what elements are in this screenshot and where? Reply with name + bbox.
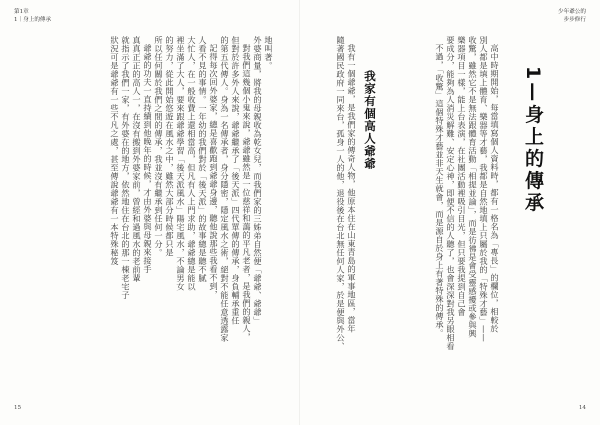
right-page-number: 14 (578, 405, 586, 411)
left-page-number: 15 (14, 405, 22, 411)
text-column: 別人都是填上體育、樂器等才藝，我都是自然地填上只屬於我的「特殊才藝」—— (479, 36, 489, 342)
text-column: 的努力，從此開始悠遊在風水之中，雖然大部分時候都只是 (165, 36, 175, 257)
chapter-title: 1—身上的傳承 (522, 66, 544, 215)
text-column: 要成分，能夠為人消災解難、安定心神，即便不信的人聽了，也會深深對我另眼相看 (446, 36, 456, 351)
intro-text (430, 36, 500, 388)
text-column: 就指示了我們一家，有外婆在的地方，依然地住在台北的那一棟老宅子 (121, 36, 131, 300)
left-running-header (14, 9, 51, 24)
text-column: 真真正正的高人一，在沒有搬到外婆家前，曾經和過風水的老前輩 (132, 36, 142, 283)
chapter-label: 第1章 (14, 9, 29, 15)
left-body-text (38, 36, 274, 388)
text-column: 收驚，雖然它不是無法跟體育活動「相提並論」，而是彷彿是會受靈感擾或參與興 (468, 36, 478, 338)
text-column: 大忙人，在一般收費上還相當高，但凡有人上門求助，爺爺總是能以 (187, 36, 197, 291)
book-subtitle: 步步修行 (563, 16, 586, 23)
text-column: 但對於許多外人來說，爺爺繼承了「後天派」四代單傳的傳承，身負輔承重任 (231, 36, 241, 325)
section-label: 1｜身上的傳承 (14, 16, 52, 23)
right-running-header (558, 9, 586, 24)
text-column: 外婆商量，將我的母親收為乾女兒，而我們家的三姊弟自然便「爺爺、爺爺」 (253, 36, 263, 325)
text-column: 記得每次回外婆家，總是喜歡跑到爺爺身邊，聽他說那些我看不到， (209, 44, 219, 299)
text-column: 樂器項目一樣，能上台表演，在社團活動裡吸引目光，但只要我提到自己會 (457, 36, 467, 317)
text-column: 爺爺的功夫一直持續到他晚年的時候，才由外婆與母親來接手 (143, 44, 153, 274)
text-column: 地叫著。 (264, 36, 274, 70)
section-heading: 我家有個高人爺爺 (363, 70, 377, 170)
text-column: 高中時期開始，每當填寫個人資料時，都有一格名為「專長」的欄位，相較於 (490, 44, 500, 333)
text-column: 不過，「收驚」這個特殊才藝並非天生就會，而是源自於身上有著特殊的傳承。 (435, 44, 445, 338)
text-column: 我有一個爺爺，是我們家的傳奇人物，他原本住在山東青島的軍事地區，當年 (347, 44, 357, 333)
section-text (333, 36, 357, 388)
book-title: 少年爺公的 (558, 9, 586, 15)
text-column: 隨著國民政府一同來台，孤身一人的他，退役後在台北無任何人家，於是便與外公、 (336, 36, 346, 351)
text-column: 對我們這幾個小鬼來說，爺爺雖然是一位慈祥和藹的平凡老者，是我們的親人， (242, 44, 252, 342)
text-column: 人看不見的事情。一年幼的我們對於「後天派」的故事總是聽不膩 (198, 36, 208, 283)
text-column: 所以任何關於我們之間的傳承，我並沒有繼承到任何一分。 (154, 36, 164, 257)
text-column: 裡坐滿了大人，要來跟爺爺學習「後天派風水」陽宅風水，不論男女 (176, 36, 186, 291)
text-column: 的第五代傳人。身為一名傳承者，身分隱密，隱定風水之術，絕對不能任意透露家 (220, 36, 230, 342)
text-column: 狀況可是爺爺有一些不凡之處，甚至傳說爺爺有一本特殊秘笈 (110, 36, 120, 266)
